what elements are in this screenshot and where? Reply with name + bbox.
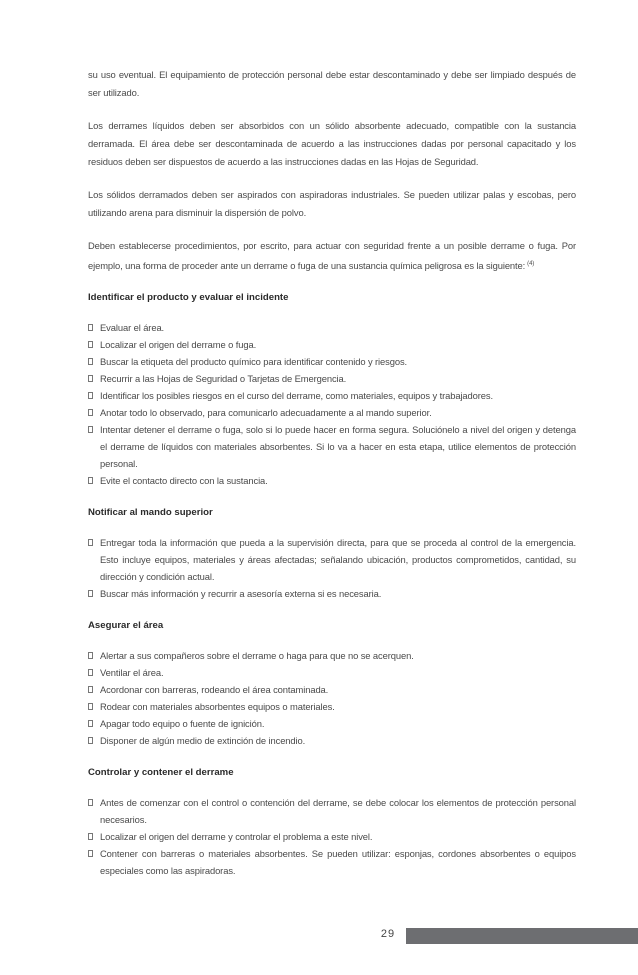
list-item xyxy=(88,681,576,698)
list-item-text: Evaluar el área. xyxy=(100,322,165,334)
procedure-paragraph xyxy=(88,237,576,275)
section-heading: Asegurar el área xyxy=(88,620,164,632)
bullet-box-icon xyxy=(88,358,93,365)
list-item xyxy=(88,715,576,732)
list-item xyxy=(88,336,576,353)
list-item-text: Buscar más información y recurrir a asesoría externa si es necesaria. xyxy=(100,588,382,600)
list-item xyxy=(88,404,576,421)
reference-marker: (4) xyxy=(527,261,535,267)
list-item xyxy=(88,534,576,585)
list-item-text: Localizar el origen del derrame o fuga. xyxy=(100,339,257,351)
list-item xyxy=(88,845,576,879)
list-item-text: Buscar la etiqueta del producto químico para identificar contenido y riesgos. xyxy=(100,356,408,368)
list-item-text: Ventilar el área. xyxy=(100,667,164,679)
bullet-box-icon xyxy=(88,590,93,597)
bullet-box-icon xyxy=(88,539,93,546)
list-item-text: Localizar el origen del derrame y controlar el problema a este nivel. xyxy=(100,831,373,843)
paragraph: su uso eventual. El equipamiento de protección personal debe estar descontaminado y debe ser limpiado después de ser utilizado. xyxy=(88,69,576,98)
bullet-list xyxy=(88,794,576,879)
list-item xyxy=(88,732,576,749)
bullet-box-icon xyxy=(88,669,93,676)
bullet-box-icon xyxy=(88,477,93,484)
paragraph: Los derrames líquidos deben ser absorbidos con un sólido absorbente adecuado, compatible con la sustancia derramada. El área debe ser descontaminada de acuerdo a las instrucciones dadas por personal capacitado y los residuos deben ser dispuestos de acuerdo a las instrucciones dadas en las Hojas de Seguridad. xyxy=(88,120,576,167)
list-item-text: Intentar detener el derrame o fuga, solo si lo puede hacer en forma segura. Soluciónelo a nivel del origen y detenga el derrame de líquidos con materiales absorbentes. Si lo va a hacer en esta etapa, utilice elementos de protección personal. xyxy=(100,424,576,470)
list-item-text: Antes de comenzar con el control o contención del derrame, se debe colocar los elementos de protección personal necesarios. xyxy=(100,797,576,826)
list-item-text: Anotar todo lo observado, para comunicarlo adecuadamente a al mando superior. xyxy=(100,407,432,419)
bullet-box-icon xyxy=(88,652,93,659)
list-item xyxy=(88,664,576,681)
bullet-box-icon xyxy=(88,737,93,744)
list-item-text: Disponer de algún medio de extinción de incendio. xyxy=(100,735,306,747)
list-item xyxy=(88,828,576,845)
bullet-box-icon xyxy=(88,392,93,399)
section-heading: Notificar al mando superior xyxy=(88,507,213,519)
list-item xyxy=(88,472,576,489)
procedure-text: Deben establecerse procedimientos, por escrito, para actuar con seguridad frente a un posible derrame o fuga. Por ejemplo, una forma de proceder ante un derrame o fuga de una sustancia química peligrosa es la siguiente: xyxy=(88,240,576,272)
list-item-text: Rodear con materiales absorbentes equipos o materiales. xyxy=(100,701,335,713)
bullet-box-icon xyxy=(88,426,93,433)
list-item-text: Contener con barreras o materiales absorbentes. Se pueden utilizar: esponjas, cordones absorbentes o equipos especiales como las aspiradoras. xyxy=(100,848,576,877)
page-footer xyxy=(370,924,638,944)
list-item xyxy=(88,387,576,404)
list-item xyxy=(88,647,576,664)
list-item-text: Acordonar con barreras, rodeando el área contaminada. xyxy=(100,684,329,696)
footer-bar xyxy=(406,928,638,944)
list-item-text: Apagar todo equipo o fuente de ignición. xyxy=(100,718,265,730)
bullet-box-icon xyxy=(88,720,93,727)
bullet-box-icon xyxy=(88,686,93,693)
document-body xyxy=(88,66,576,895)
bullet-box-icon xyxy=(88,850,93,857)
list-item-text: Recurrir a las Hojas de Seguridad o Tarjetas de Emergencia. xyxy=(100,373,347,385)
list-item-text: Identificar los posibles riesgos en el curso del derrame, como materiales, equipos y trabajadores. xyxy=(100,390,494,402)
page-number: 29 xyxy=(370,924,406,944)
list-item xyxy=(88,585,576,602)
paragraph: Los sólidos derramados deben ser aspirados con aspiradoras industriales. Se pueden utilizar palas y escobas, pero utilizando arena para disminuir la dispersión de polvo. xyxy=(88,189,576,218)
bullet-box-icon xyxy=(88,409,93,416)
bullet-box-icon xyxy=(88,324,93,331)
list-item xyxy=(88,353,576,370)
section-heading: Controlar y contener el derrame xyxy=(88,767,234,779)
sections-container xyxy=(88,290,576,879)
bullet-box-icon xyxy=(88,703,93,710)
list-item-text: Entregar toda la información que pueda a la supervisión directa, para que se proceda al control de la emergencia. Esto incluye equipos, materiales y áreas afectadas; señalando ubicación, productos comprometidos, cantidad, su dirección y condición actual. xyxy=(100,537,576,583)
bullet-box-icon xyxy=(88,375,93,382)
bullet-list xyxy=(88,534,576,602)
bullet-box-icon xyxy=(88,341,93,348)
list-item xyxy=(88,698,576,715)
list-item-text: Evite el contacto directo con la sustancia. xyxy=(100,475,268,487)
bullet-box-icon xyxy=(88,799,93,806)
bullet-list xyxy=(88,319,576,489)
bullet-list xyxy=(88,647,576,749)
list-item xyxy=(88,794,576,828)
list-item xyxy=(88,421,576,472)
list-item xyxy=(88,370,576,387)
list-item xyxy=(88,319,576,336)
list-item-text: Alertar a sus compañeros sobre el derrame o haga para que no se acerquen. xyxy=(100,650,414,662)
section-heading: Identificar el producto y evaluar el incidente xyxy=(88,292,289,304)
bullet-box-icon xyxy=(88,833,93,840)
